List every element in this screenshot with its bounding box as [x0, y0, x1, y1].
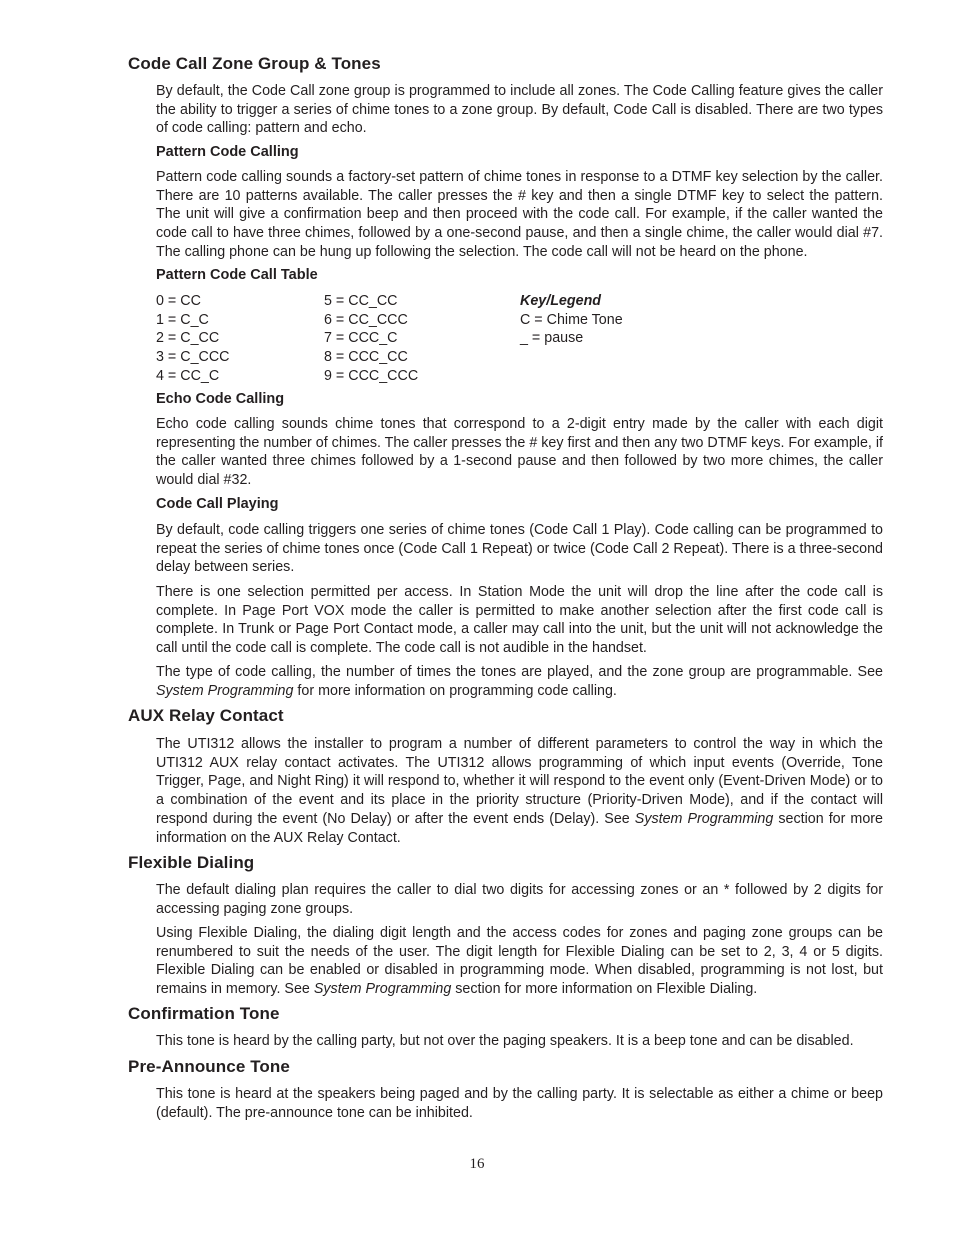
text-run: section for more information on the AUX Relay Contact.: [156, 810, 883, 846]
page-number: 16: [469, 1156, 485, 1172]
pattern-entry: 6 = CC_CCC: [324, 311, 408, 328]
pattern-table-legend: [520, 292, 623, 348]
paragraph-code-call-intro: By default, the Code Call zone group is programmed to include all zones. The Code Calling feature gives the caller the ability to trigger a series of chime tones to a zone group. By default, Code Call is disabled. There are two types of code calling: pattern and echo.: [156, 83, 883, 137]
paragraph-flexible-dialing-1: The default dialing plan requires the caller to dial two digits for accessing zones or an * followed by 2 digits for accessing paging zone groups.: [156, 882, 883, 917]
paragraph-pattern-code-calling: Pattern code calling sounds a factory-set pattern of chime tones in response to a DTMF key selection by the caller. There are 10 patterns available. The caller presses the # key and then a single DTMF key to select the pattern. The unit will give a confirmation beep and then proceed with the code call. For example, if the caller wanted the code call to have three chimes, followed by a one-second pause, and then a single chime, the caller would dial #7. The calling phone can be hung up following the selection. The code call will not be heard on the phone.: [156, 169, 883, 260]
reference-system-programming: System Programming: [156, 682, 294, 699]
pattern-entry: 8 = CCC_CC: [324, 349, 408, 366]
paragraph-aux-relay-contact: [156, 735, 883, 847]
heading-pre-announce-tone: Pre-Announce Tone: [128, 1057, 290, 1076]
pattern-entry: 2 = C_CC: [156, 330, 220, 347]
heading-flexible-dialing: Flexible Dialing: [128, 853, 255, 872]
subheading-echo-code-calling: Echo Code Calling: [156, 391, 285, 407]
legend-entry: _ = pause: [520, 330, 584, 347]
text-run: The type of code calling, the number of times the tones are played, and the zone group are programmable. See: [156, 664, 883, 680]
heading-code-call: Code Call Zone Group & Tones: [128, 54, 381, 73]
text-run: Using Flexible Dialing, the dialing digit length and the access codes for zones and paging zone groups can be renumbered to suit the needs of the user. The digit length for Flexible Dialing can be set to 2, 3, 4 or 5 digits. Flexible Dialing can be enabled or disabled in programming mode. When disabled, programming is not lost, but remains in memory. See: [156, 925, 883, 998]
pattern-entry: 0 = CC: [156, 293, 201, 309]
paragraph-code-call-playing-1: By default, code calling triggers one series of chime tones (Code Call 1 Play). Code calling can be programmed to repeat the series of chime tones once (Code Call 1 Repeat) or twice (Code Call 2 Repeat). There is a three-second delay between series.: [156, 522, 883, 576]
paragraph-confirmation-tone: This tone is heard by the calling party, but not over the paging speakers. It is a beep tone and can be disabled.: [156, 1033, 854, 1049]
heading-aux-relay-contact: AUX Relay Contact: [128, 706, 284, 725]
legend-entry: C = Chime Tone: [520, 311, 623, 328]
paragraph-flexible-dialing-2: [156, 924, 883, 999]
pattern-entry: 3 = C_CCC: [156, 349, 230, 366]
legend-title: Key/Legend: [520, 293, 602, 309]
pattern-entry: 4 = CC_C: [156, 367, 220, 384]
pattern-entry: 7 = CCC_C: [324, 330, 398, 347]
text-run: section for more information on Flexible Dialing.: [451, 981, 758, 998]
paragraph-code-call-playing-3: [156, 663, 883, 700]
reference-system-programming: System Programming: [634, 810, 774, 827]
subheading-code-call-playing: Code Call Playing: [156, 496, 279, 512]
paragraph-pre-announce-tone: This tone is heard at the speakers being paged and by the calling party. It is selectable as either a chime or beep (default). The pre-announce tone can be inhibited.: [156, 1086, 883, 1121]
paragraph-code-call-playing-2: There is one selection permitted per access. In Station Mode the unit will drop the line after the code call is complete. In Page Port VOX mode the caller is permitted to make another selection after the first code call is complete. In Trunk or Page Port Contact mode, a caller may call into the unit, but the unit will not acknowledge the call until the code call is complete. The code call is not audible in the handset.: [156, 584, 883, 657]
subheading-pattern-code-calling: Pattern Code Calling: [156, 144, 299, 160]
reference-system-programming: System Programming: [313, 981, 452, 998]
pattern-table-col-2: [324, 292, 418, 385]
text-run: for more information on programming code calling.: [293, 682, 617, 699]
pattern-entry: 5 = CC_CC: [324, 293, 398, 309]
pattern-entry: 1 = C_C: [156, 311, 209, 328]
text-run: The UTI312 allows the installer to program a number of different parameters to control the way in which the UTI312 AUX relay contact activates. The UTI312 allows programming of which input events (Override, Tone Trigger, Page, and Night Ring) it will respond to, whether it will respond to the event only (Event-Driven Mode) or to a combination of the event and its place in the priority structure (Priority-Driven Mode), and if the contact will respond during the event (No Delay) or after the event ends (Delay). See: [156, 736, 883, 827]
subheading-pattern-table: Pattern Code Call Table: [156, 267, 318, 283]
paragraph-echo-code-calling: Echo code calling sounds chime tones that correspond to a 2-digit entry made by the caller with each digit representing the number of chimes. The caller presses the # key first and then any two DTMF keys. For example, if the caller wanted three chimes followed by a 1-second pause and then followed by two more chimes, the caller would dial #32.: [156, 416, 883, 489]
pattern-entry: 9 = CCC_CCC: [324, 367, 419, 384]
heading-confirmation-tone: Confirmation Tone: [128, 1004, 280, 1023]
pattern-table-col-1: [156, 292, 230, 385]
